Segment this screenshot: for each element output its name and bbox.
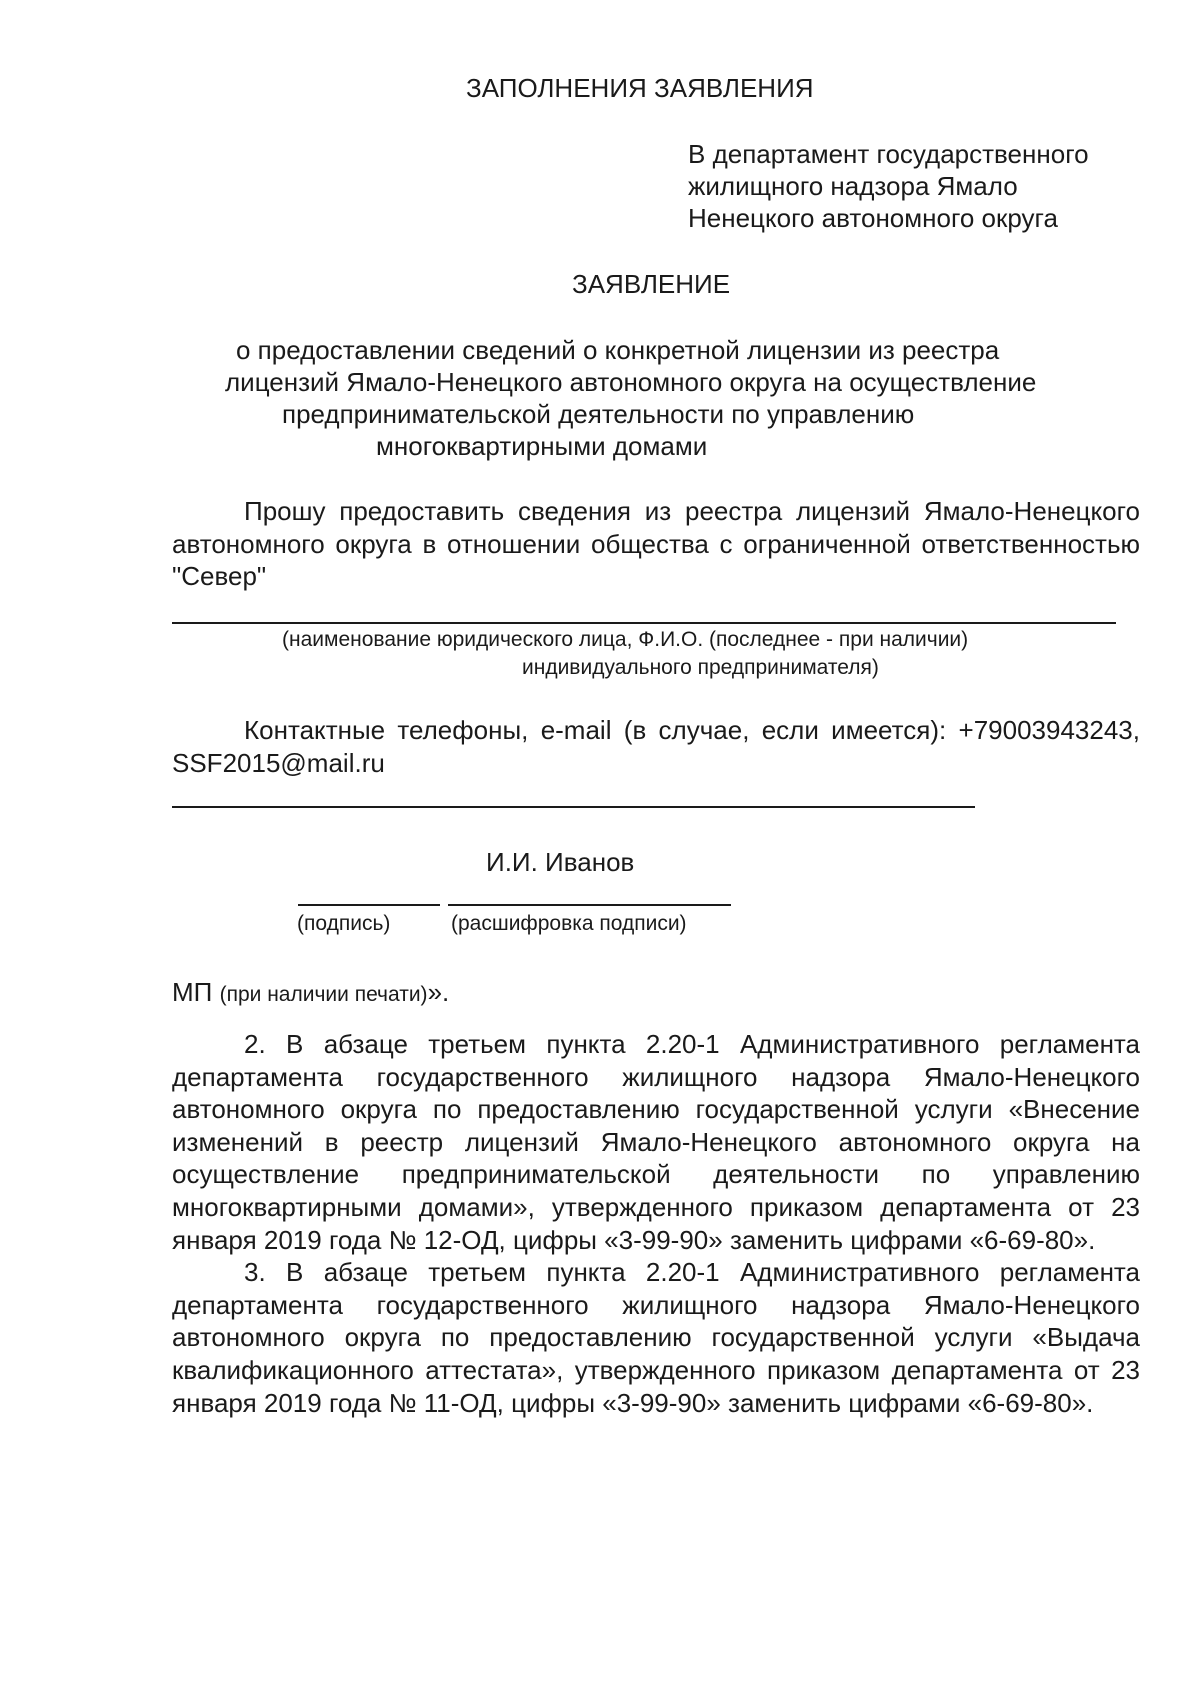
amendment-item-3: 3. В абзаце третьем пункта 2.20-1 Административного регламента департамента государственного жилищного надзора Ямало-Ненецкого автономного округа по предоставлению государственной услуги «Выдача квалификационного аттестата», утвержденного приказом департамента от 23 января 2019 года № 11-ОД, цифры «3-99-90» заменить цифрами «6-69-80». [172, 1257, 1140, 1418]
signer-name: И.И. Иванов [486, 847, 635, 877]
subject-line-1: о предоставлении сведений о конкретной лицензии из реестра [236, 335, 1000, 365]
decryption-line [448, 904, 731, 906]
addressee-line-2: жилищного надзора Ямало [688, 171, 1018, 201]
document-heading: ЗАПОЛНЕНИЯ ЗАЯВЛЕНИЯ [466, 73, 814, 103]
stamp-quote-end: ». [427, 977, 450, 1007]
signature-caption: (подпись) [297, 912, 391, 935]
decryption-caption: (расшифровка подписи) [451, 912, 687, 935]
signature-line [298, 904, 440, 906]
contacts-text: Контактные телефоны, e-mail (в случае, если имеется): +79003943243, SSF2015@mail.ru [172, 715, 1140, 778]
stamp-line [172, 976, 449, 1009]
subject-line-3: предпринимательской деятельности по управлению [282, 399, 915, 429]
application-title: ЗАЯВЛЕНИЕ [572, 269, 731, 299]
contacts-line [172, 806, 975, 808]
request-paragraph [172, 495, 1140, 593]
entity-caption-line-1: (наименование юридического лица, Ф.И.О. (последнее - при наличии) [282, 628, 969, 651]
subject-line-4: многоквартирными домами [376, 431, 708, 461]
addressee-line-3: Ненецкого автономного округа [688, 203, 1058, 233]
entity-caption-line-2: индивидуального предпринимателя) [522, 656, 879, 679]
subject-line-2: лицензий Ямало-Ненецкого автономного округа на осуществление [225, 367, 1037, 397]
request-text: Прошу предоставить сведения из реестра лицензий Ямало-Ненецкого автономного округа в отношении общества с ограниченной ответственностью "Север" [172, 496, 1140, 592]
stamp-label: МП [172, 977, 213, 1007]
stamp-note: (при наличии печати) [219, 983, 428, 1006]
amendment-item-2: 2. В абзаце третьем пункта 2.20-1 Административного регламента департамента государственного жилищного надзора Ямало-Ненецкого автономного округа по предоставлению государственной услуги «Внесение изменений в реестр лицензий Ямало-Ненецкого автономного округа на осуществление предпринимательской деятельности по управлению многоквартирными домами», утвержденного приказом департамента от 23 января 2019 года № 12-ОД, цифры «3-99-90» заменить цифрами «6-69-80». [172, 1029, 1140, 1255]
contacts-paragraph [172, 714, 1140, 779]
entity-name-line [172, 622, 1116, 624]
addressee-line-1: В департамент государственного [688, 139, 1089, 169]
amendments-block [172, 1028, 1140, 1419]
